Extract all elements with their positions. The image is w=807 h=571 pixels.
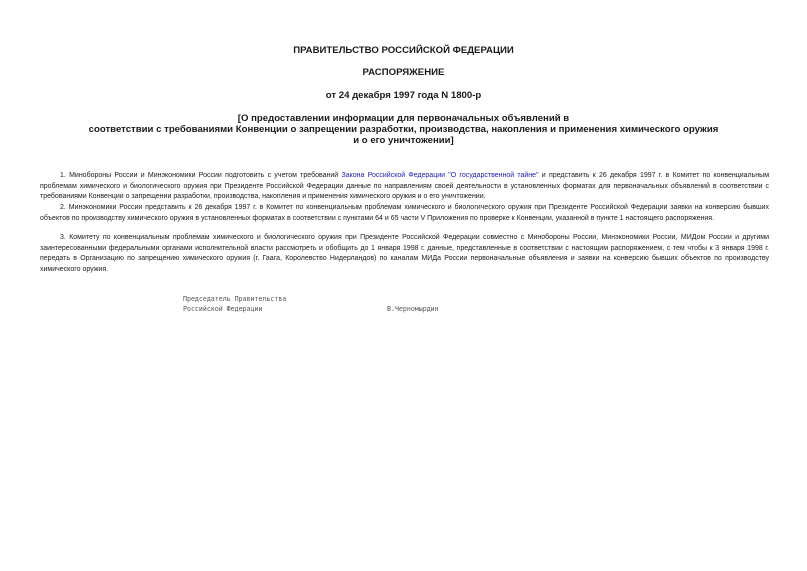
paragraph-2: [40, 203, 769, 224]
document-type-heading: РАСПОРЯЖЕНИЕ: [362, 67, 445, 78]
signatory-title-line-1: Председатель Правительства: [183, 295, 287, 303]
paragraph-3: [40, 233, 769, 275]
paragraph-3-text: 3. Комитету по конвенциальным проблемам химического и биологического оружия при Президенте Российской Федерации совместно с Минобороны России, Минэкономики России, МИДом России и другими заинтересованными федеральными органами исполнительной власти рассмотреть и обобщить до 1 января 1998 г. данные, представленные в соответствии с настоящим распоряжением, с тем чтобы к 3 января 1998 г. передать в Организацию по запрещению химического оружия (г. Гаага, Королевство Нидерландов) по каналам МИДа России первоначальные объявления и заявки на конверсию бывших объектов по производству химического оружия.: [40, 234, 769, 273]
signatory-title: [183, 295, 286, 314]
signatory-title-line-2: Российской Федерации: [183, 304, 263, 313]
paragraph-1-text-end: и представить к 26 декабря 1997 г. в Комитет по конвенциальным проблемам химического и биологического оружия при Президенте Российской Федерации данные по направлениям своей деятельности в установленных форматах для первоначальных объявлений в соответствии с требованиями Конвенции о запрещении разработки, производства, накопления и применения химического оружия и о его уничтожении.: [40, 172, 770, 201]
paragraph-1-text-start: 1. Минобороны России и Минэкономики России подготовить с учетом требований: [60, 172, 342, 179]
issuer-heading: ПРАВИТЕЛЬСТВО РОССИЙСКОЙ ФЕДЕРАЦИИ: [293, 45, 514, 56]
document-title-line-1: [О предоставлении информации для первоначальных объявлений в: [237, 113, 570, 124]
paragraph-1: [40, 171, 769, 203]
state-secret-law-link[interactable]: Закона Российской Федерации "О государственной тайне": [341, 172, 539, 179]
document-title-line-3: и о его уничтожении]: [353, 135, 454, 146]
document-title-line-2: соответствии с требованиями Конвенции о запрещении разработки, производства, накопления и применения химического оружия: [88, 124, 719, 135]
paragraph-2-text: 2. Минэкономики России представить к 26 декабря 1997 г. в Комитет по конвенциальным проблемам химического и биологического оружия при Президенте Российской Федерации заявки на конверсию бывших объектов по производству химического оружия в установленных форматах в соответствии с пунктами 64 и 65 части V Приложения по проверке к Конвенции, указанной в пункте 1 настоящего распоряжения.: [40, 204, 769, 222]
signatory-name: В.Черномырдин: [387, 304, 439, 313]
document-date-number: от 24 декабря 1997 года N 1800-р: [325, 90, 482, 101]
